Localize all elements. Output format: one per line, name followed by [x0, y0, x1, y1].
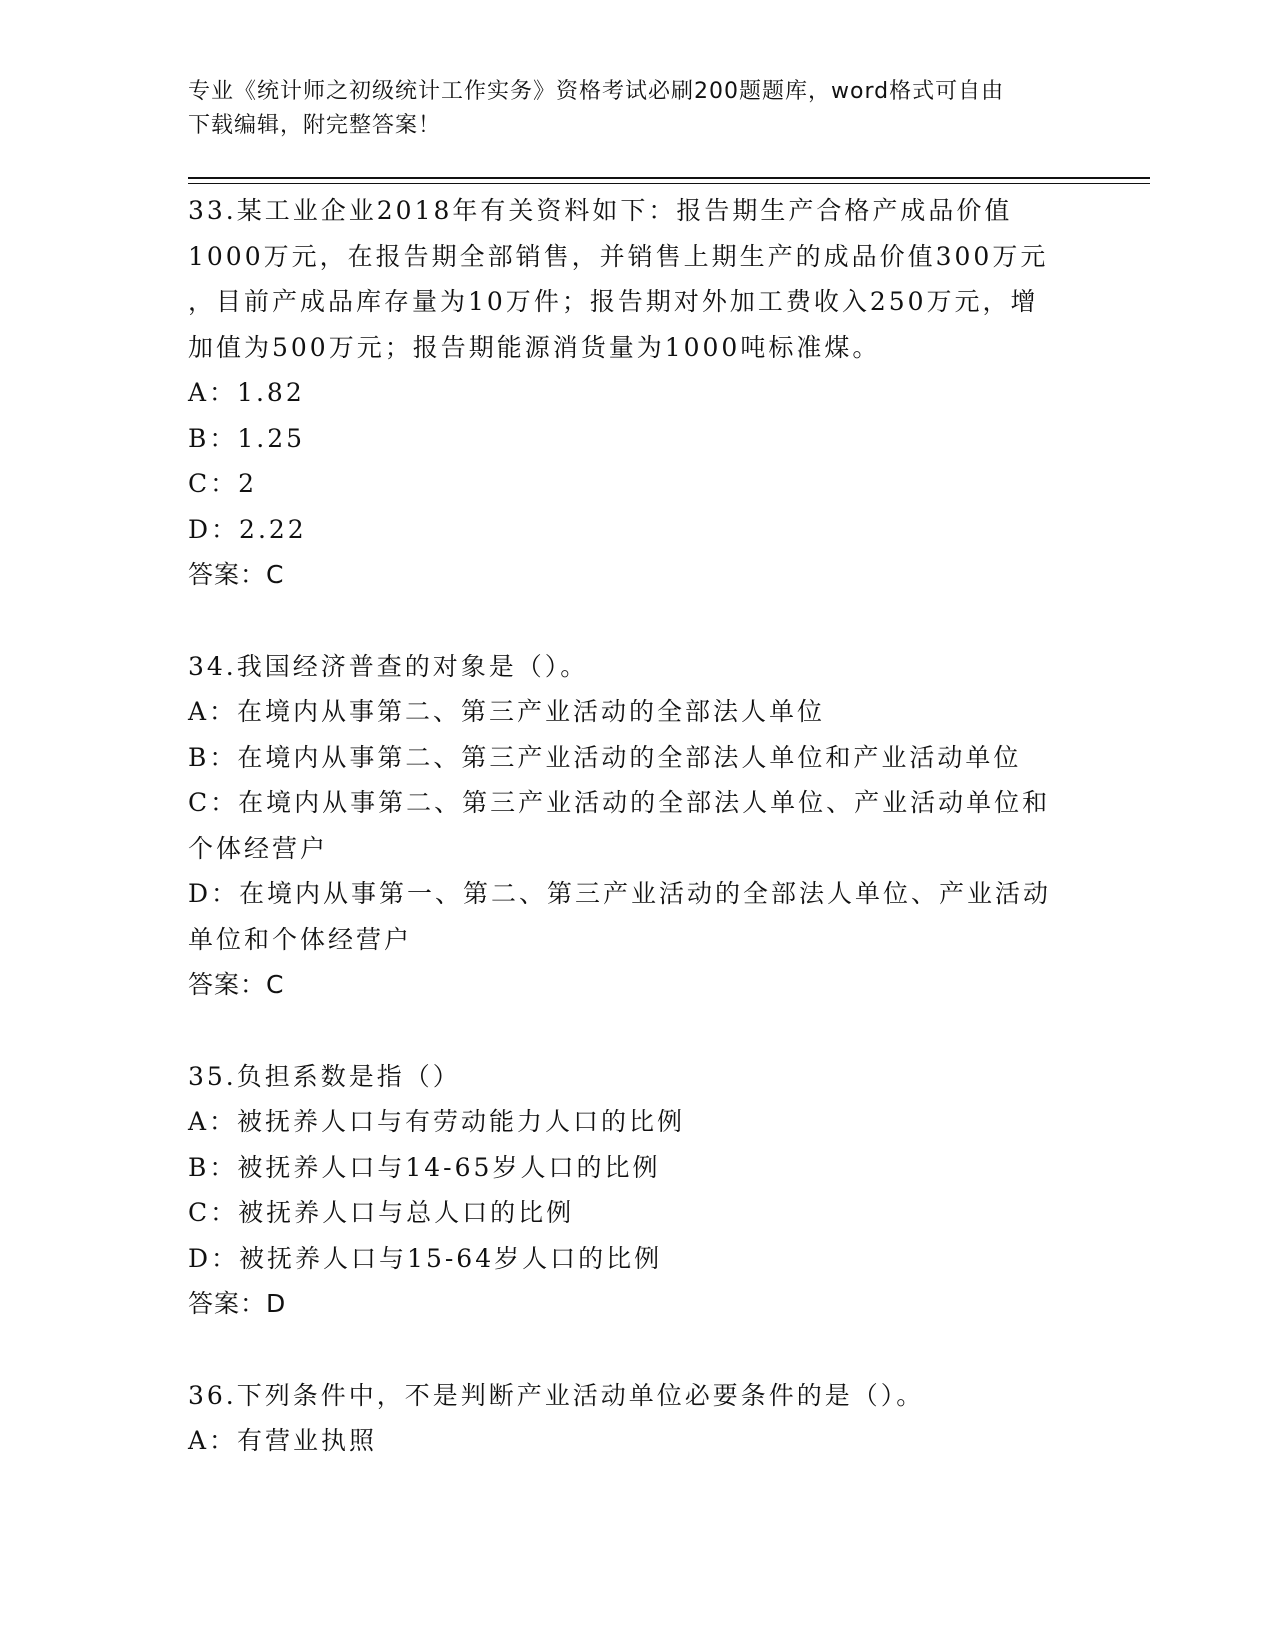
question-block: [188, 1373, 1088, 1464]
question-text-line: 33.某工业企业2018年有关资料如下：报告期生产合格产成品价值: [188, 196, 1013, 225]
answer-line: 答案：C: [188, 560, 285, 589]
header-divider-thick: [188, 177, 1150, 179]
header-divider-thin: [188, 183, 1150, 184]
option-line: D：被抚养人口与15-64岁人口的比例: [188, 1243, 663, 1273]
question-text-line: 36.下列条件中，不是判断产业活动单位必要条件的是（）。: [188, 1380, 925, 1410]
option-line: B：在境内从事第二、第三产业活动的全部法人单位和产业活动单位: [188, 742, 1022, 772]
option-line: 个体经营户: [188, 833, 329, 863]
question-text-line: 35.负担系数是指（）: [188, 1061, 461, 1091]
option-line: A：1.82: [188, 378, 305, 407]
header-line-2: 下载编辑，附完整答案！: [188, 113, 442, 138]
question-block: [188, 644, 1088, 1008]
option-line: A：有营业执照: [188, 1426, 378, 1455]
option-line: B：被抚养人口与14-65岁人口的比例: [188, 1152, 661, 1182]
option-line: B：1.25: [188, 423, 306, 453]
option-line: D：在境内从事第一、第二、第三产业活动的全部法人单位、产业活动: [188, 879, 1052, 908]
option-line: A：在境内从事第二、第三产业活动的全部法人单位: [188, 697, 826, 726]
question-spacer: [188, 1327, 1088, 1373]
question-text-line: ，目前产成品库存量为10万件；报告期对外加工费收入250万元，增: [188, 287, 1039, 316]
document-header: [188, 75, 1068, 143]
question-list: [188, 188, 1088, 1464]
option-line: C：被抚养人口与总人口的比例: [188, 1198, 575, 1227]
answer-line: 答案：C: [188, 970, 285, 999]
answer-line: 答案：D: [188, 1289, 287, 1318]
option-line: C：2: [188, 469, 258, 498]
question-spacer: [188, 598, 1088, 644]
option-line: D：2.22: [188, 514, 307, 544]
option-line: 单位和个体经营户: [188, 924, 413, 954]
question-text-line: 34.我国经济普查的对象是（）。: [188, 651, 589, 681]
option-line: A：被抚养人口与有劳动能力人口的比例: [188, 1107, 686, 1136]
question-text-line: 1000万元，在报告期全部销售，并销售上期生产的成品价值300万元: [188, 241, 1049, 271]
option-line: C：在境内从事第二、第三产业活动的全部法人单位、产业活动单位和: [188, 788, 1051, 817]
header-line-1: 专业《统计师之初级统计工作实务》资格考试必刷200题题库，word格式可自由: [188, 79, 1005, 104]
question-text-line: 加值为500万元；报告期能源消货量为1000吨标准煤。: [188, 332, 881, 362]
question-block: [188, 1054, 1088, 1327]
question-spacer: [188, 1008, 1088, 1054]
question-block: [188, 188, 1088, 598]
